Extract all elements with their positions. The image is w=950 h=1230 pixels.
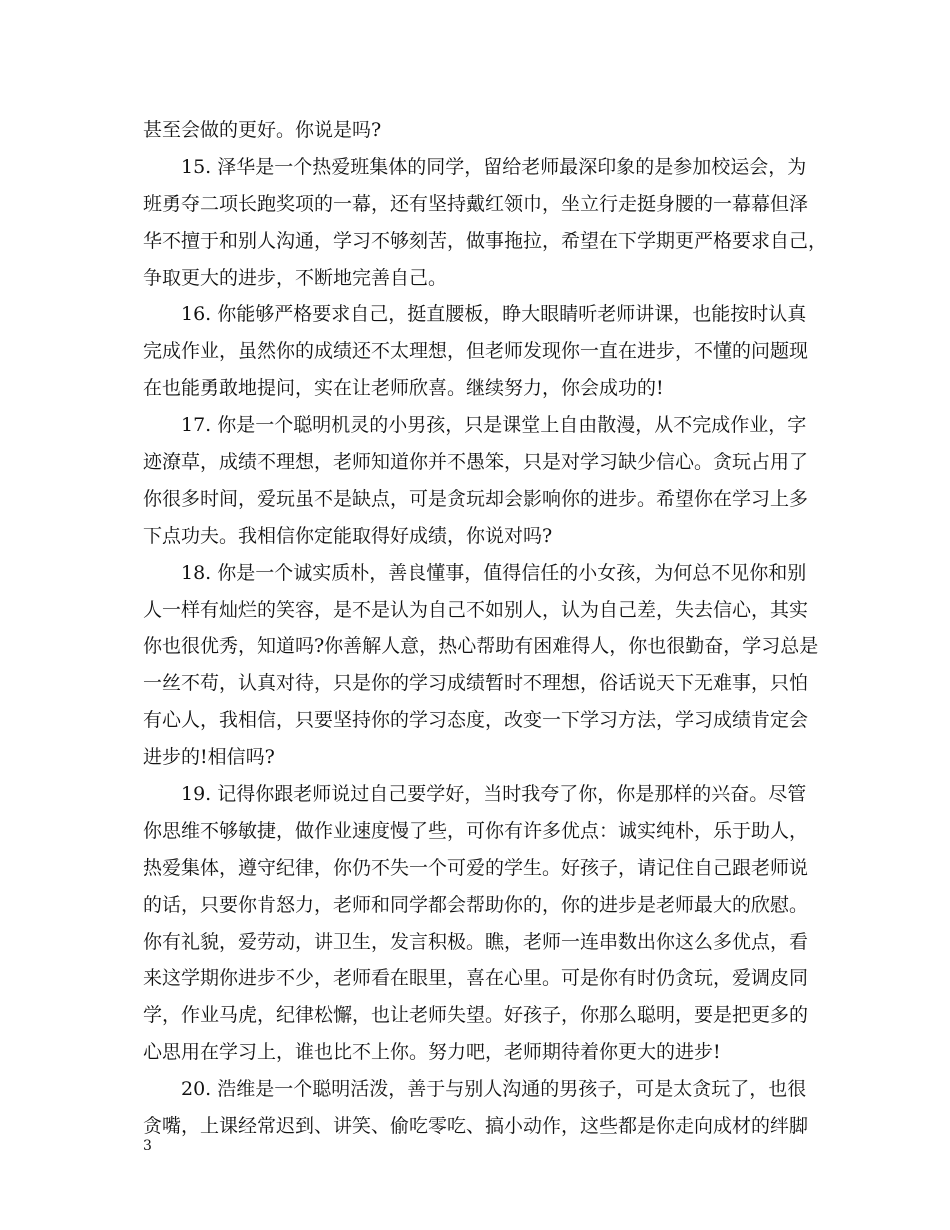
paragraph-item-17 <box>143 407 815 555</box>
paragraph-item-16 <box>143 296 815 407</box>
text-line: 在也能勇敢地提问，实在让老师欣喜。继续努力，你会成功的! <box>143 377 664 400</box>
text-line: 你也很优秀，知道吗?你善解人意，热心帮助有困难得人，你也很勤奋，学习总是 <box>143 635 819 658</box>
paragraph-continuation <box>143 112 815 149</box>
text-line: 17. 你是一个聪明机灵的小男孩，只是课堂上自由散漫，从不完成作业，字 <box>181 414 807 437</box>
text-line: 的话，只要你肯怒力，老师和同学都会帮助你的，你的进步是老师最大的欣慰。 <box>143 893 809 916</box>
text-line: 来这学期你进步不少，老师看在眼里，喜在心里。可是你有时仍贪玩，爱调皮同 <box>143 967 809 990</box>
text-line: 19. 记得你跟老师说过自己要学好，当时我夸了你，你是那样的兴奋。尽管 <box>181 783 807 806</box>
text-line: 你很多时间，爱玩虽不是缺点，可是贪玩却会影响你的进步。希望你在学习上多 <box>143 487 809 510</box>
text-line: 学，作业马虎，纪律松懈，也让老师失望。好孩子，你那么聪明，要是把更多的 <box>143 1004 809 1027</box>
text-line: 班勇夺二项长跑奖项的一幕，还有坚持戴红领巾，坐立行走挺身腰的一幕幕但泽 <box>143 192 809 215</box>
text-line: 有心人，我相信，只要坚持你的学习态度，改变一下学习方法，学习成绩肯定会 <box>143 709 809 732</box>
text-line: 20. 浩维是一个聪明活泼，善于与别人沟通的男孩子，可是太贪玩了，也很 <box>181 1078 807 1101</box>
text-line: 下点功夫。我相信你定能取得好成绩，你说对吗? <box>143 524 553 547</box>
text-line: 人一样有灿烂的笑容，是不是认为自己不如别人，认为自己差，失去信心，其实 <box>143 598 809 621</box>
text-line: 18. 你是一个诚实质朴，善良懂事，值得信任的小女孩，为何总不见你和别 <box>181 561 807 584</box>
text-line: 进步的!相信吗? <box>143 746 275 769</box>
text-line: 完成作业，虽然你的成绩还不太理想，但老师发现你一直在进步，不懂的问题现 <box>143 340 809 363</box>
text-line: 15. 泽华是一个热爱班集体的同学，留给老师最深印象的是参加校运会，为 <box>181 155 807 178</box>
page-number: 3 <box>143 1138 152 1154</box>
paragraph-item-15 <box>143 149 828 297</box>
text-line: 甚至会做的更好。你说是吗? <box>143 119 382 141</box>
document-body <box>143 112 828 1145</box>
text-line: 16. 你能够严格要求自己，挺直腰板，睁大眼睛听老师讲课，也能按时认真 <box>181 303 807 326</box>
text-line: 你思维不够敏捷，做作业速度慢了些，可你有许多优点：诚实纯朴，乐于助人， <box>143 819 809 842</box>
text-line: 华不擅于和别人沟通，学习不够刻苦，做事拖拉，希望在下学期更严格要求自己， <box>143 229 828 252</box>
text-line: 你有礼貌，爱劳动，讲卫生，发言积极。瞧，老师一连串数出你这么多优点，看 <box>143 930 809 953</box>
text-line: 迹潦草，成绩不理想，老师知道你并不愚笨，只是对学习缺少信心。贪玩占用了 <box>143 451 809 474</box>
text-line: 一丝不苟，认真对待，只是你的学习成绩暂时不理想，俗话说天下无难事，只怕 <box>143 672 809 695</box>
text-line: 贪嘴，上课经常迟到、讲笑、偷吃零吃、搞小动作，这些都是你走向成材的绊脚 <box>143 1115 809 1138</box>
text-line: 争取更大的进步，不断地完善自己。 <box>143 266 448 289</box>
text-line: 心思用在学习上，谁也比不上你。努力吧，老师期待着你更大的进步! <box>143 1041 721 1064</box>
text-line: 热爱集体，遵守纪律，你仍不失一个可爱的学生。好孩子，请记住自己跟老师说 <box>143 856 809 879</box>
paragraph-item-20 <box>143 1071 815 1145</box>
paragraph-item-19 <box>143 776 815 1071</box>
paragraph-item-18 <box>143 555 819 776</box>
